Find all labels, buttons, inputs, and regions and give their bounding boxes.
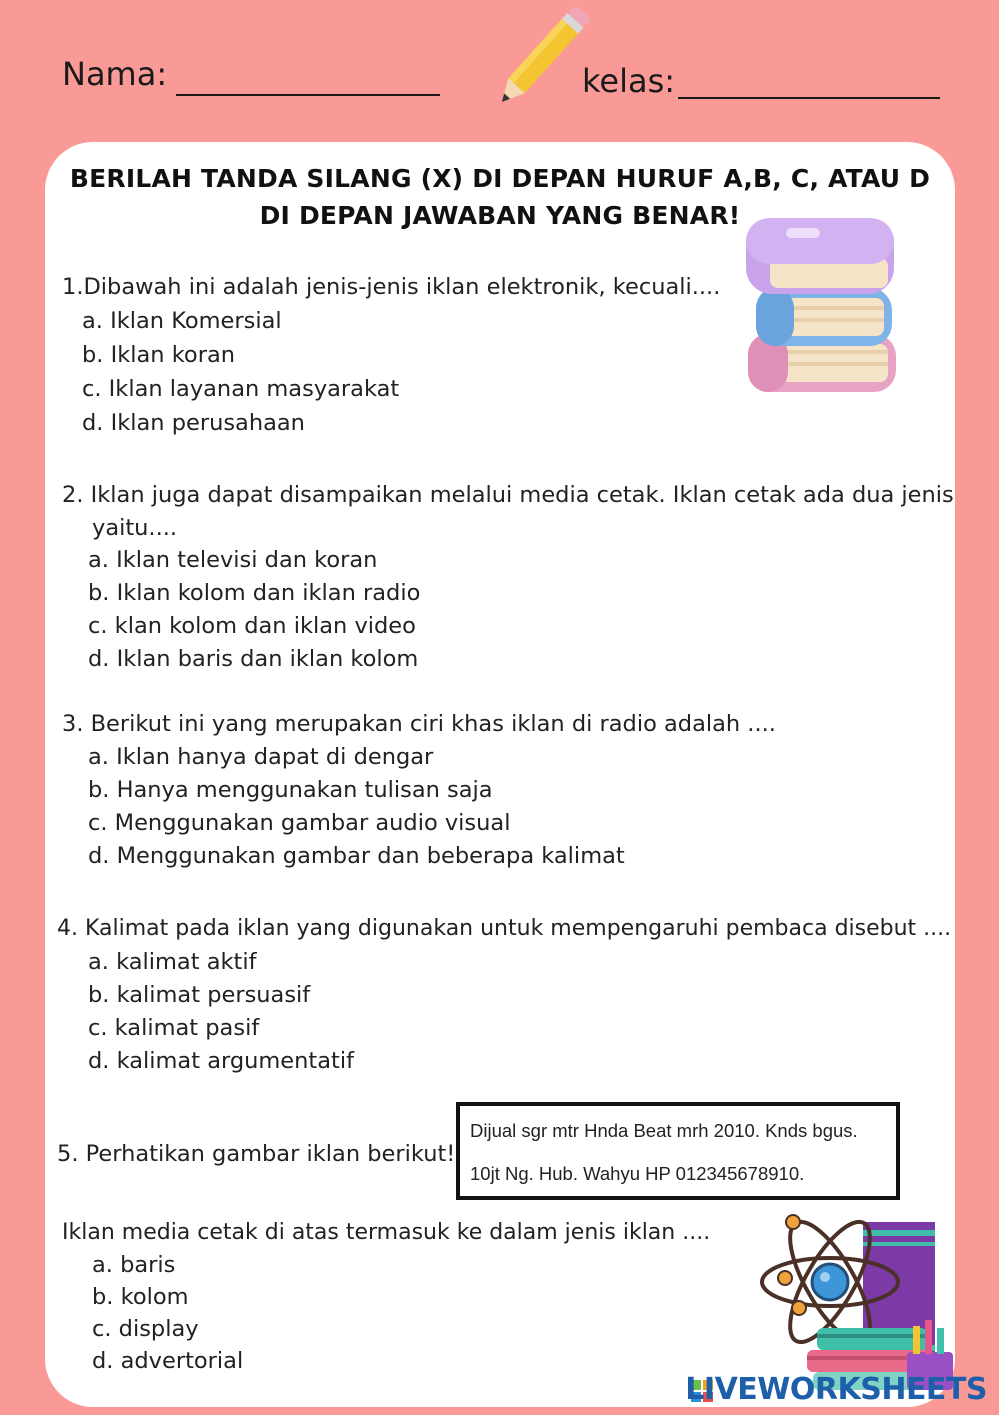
q4-option-d[interactable]: d. kalimat argumentatif (88, 1048, 355, 1074)
liveworksheets-watermark: LIVEWORKSHEETS (685, 1372, 987, 1407)
q1-option-b[interactable]: b. Iklan koran (82, 342, 235, 368)
question-3: 3. Berikut ini yang merupakan ciri khas iklan di radio adalah .... (62, 711, 776, 737)
q5-option-a[interactable]: a. baris (92, 1252, 176, 1278)
q4-option-b[interactable]: b. kalimat persuasif (88, 982, 311, 1008)
instruction-line-1: BERILAH TANDA SILANG (X) DI DEPAN HURUF A,B, C, ATAU D (69, 164, 931, 193)
nama-label: Nama: (62, 55, 168, 93)
q4-option-c[interactable]: c. kalimat pasif (88, 1015, 260, 1041)
question-4: 4. Kalimat pada iklan yang digunakan untuk mempengaruhi pembaca disebut .... (57, 916, 952, 941)
kelas-label: kelas: (582, 62, 676, 100)
q3-option-c[interactable]: c. Menggunakan gambar audio visual (88, 810, 511, 836)
q1-option-c[interactable]: c. Iklan layanan masyarakat (82, 376, 400, 402)
q2-option-c[interactable]: c. klan kolom dan iklan video (88, 613, 416, 639)
instruction-line-2: DI DEPAN JAWABAN YANG BENAR! (259, 201, 741, 230)
question-1: 1.Dibawah ini adalah jenis-jenis iklan elektronik, kecuali.... (62, 274, 721, 300)
nama-input-line[interactable] (176, 94, 440, 96)
q2-option-d[interactable]: d. Iklan baris dan iklan kolom (88, 646, 419, 672)
q1-option-d[interactable]: d. Iklan perusahaan (82, 410, 305, 436)
q3-option-b[interactable]: b. Hanya menggunakan tulisan saja (88, 777, 493, 803)
books-illustration (740, 212, 905, 404)
question-2: 2. Iklan juga dapat disampaikan melalui media cetak. Iklan cetak ada dua jenis (62, 482, 954, 508)
ad-line-1: Dijual sgr mtr Hnda Beat mrh 2010. Knds bgus. (470, 1120, 858, 1141)
atom-books-illustration (755, 1210, 960, 1390)
q5-option-d[interactable]: d. advertorial (92, 1348, 244, 1374)
q2-option-a[interactable]: a. Iklan televisi dan koran (88, 547, 378, 573)
q1-option-a[interactable]: a. Iklan Komersial (82, 308, 282, 334)
q2-option-b[interactable]: b. Iklan kolom dan iklan radio (88, 580, 421, 606)
kelas-input-line[interactable] (678, 97, 940, 99)
q5-option-b[interactable]: b. kolom (92, 1284, 189, 1310)
question-5-cont: Iklan media cetak di atas termasuk ke dalam jenis iklan .... (62, 1220, 711, 1245)
q3-option-d[interactable]: d. Menggunakan gambar dan beberapa kalimat (88, 843, 625, 869)
q5-option-c[interactable]: c. display (92, 1316, 199, 1342)
ad-box (456, 1102, 900, 1200)
question-2-cont: yaitu.... (92, 515, 178, 541)
q3-option-a[interactable]: a. Iklan hanya dapat di dengar (88, 744, 434, 770)
q4-option-a[interactable]: a. kalimat aktif (88, 949, 257, 975)
question-5: 5. Perhatikan gambar iklan berikut! (57, 1141, 456, 1167)
ad-line-2: 10jt Ng. Hub. Wahyu HP 012345678910. (470, 1163, 805, 1184)
